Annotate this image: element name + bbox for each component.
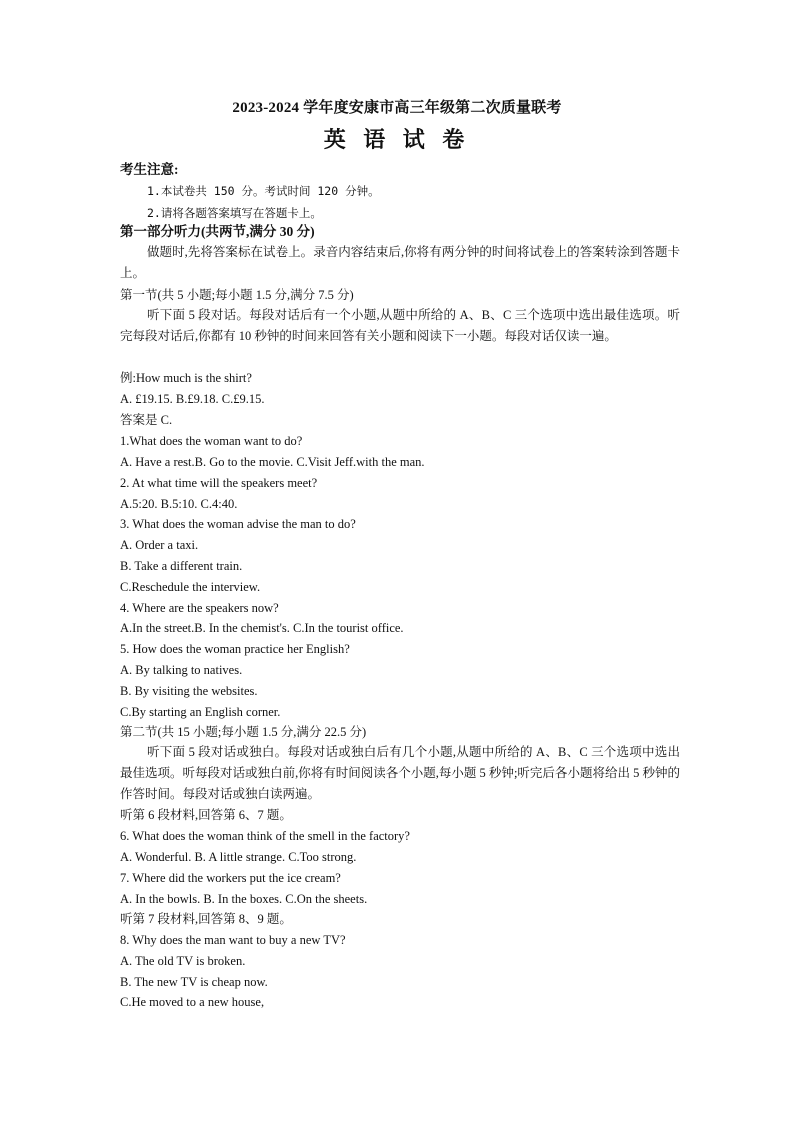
question-4: 4. Where are the speakers now? <box>120 601 279 615</box>
question-5-option-a: A. By talking to natives. <box>120 663 243 677</box>
notice-item-2: 2.请将各题答案填写在答题卡上。 <box>147 206 322 220</box>
subject-title: 英 语 试 卷 <box>323 127 471 152</box>
material-7-heading: 听第 7 段材料,回答第 8、9 题。 <box>120 912 292 926</box>
question-2-options: A.5:20. B.5:10. C.4:40. <box>120 497 238 511</box>
section2-heading: 第二节(共 15 小题;每小题 1.5 分,满分 22.5 分) <box>120 725 367 739</box>
section1-instruction: 听下面 5 段对话。每段对话后有一个小题,从题中所给的 A、B、C 三个选项中选出最佳选项。听完每段对话后,你都有 10 秒钟的时间来回答有关小题和阅读下一小题。每段对话仅读一遍。 <box>120 308 680 343</box>
question-7: 7. Where did the workers put the ice cream? <box>120 871 341 885</box>
part1-heading: 第一部分听力(共两节,满分 30 分) <box>120 224 315 239</box>
question-3-option-c: C.Reschedule the interview. <box>120 580 261 594</box>
part1-instruction: 做题时,先将答案标在试卷上。录音内容结束后,你将有两分钟的时间将试卷上的答案转涂到答题卡上。 <box>120 245 680 280</box>
exam-title: 2023-2024 学年度安康市高三年级第二次质量联考 <box>232 100 562 116</box>
question-5-option-b: B. By visiting the websites. <box>120 684 258 698</box>
question-6-options: A. Wonderful. B. A little strange. C.Too strong. <box>120 850 357 864</box>
notice-item-1: 1.本试卷共 150 分。考试时间 120 分钟。 <box>147 184 380 198</box>
question-8-option-c: C.He moved to a new house, <box>120 995 265 1009</box>
material-6-heading: 听第 6 段材料,回答第 6、7 题。 <box>120 808 292 822</box>
question-5: 5. How does the woman practice her English? <box>120 642 350 656</box>
section1-heading: 第一节(共 5 小题;每小题 1.5 分,满分 7.5 分) <box>120 288 354 302</box>
section2-instruction: 听下面 5 段对话或独白。每段对话或独白后有几个小题,从题中所给的 A、B、C 三个选项中选出最佳选项。听每段对话或独白前,你将有时间阅读各个小题,每小题 5 秒钟;听完后各小题将给出 5 秒钟的作答时间。每段对话或独白读两遍。 <box>120 745 680 801</box>
question-3-option-a: A. Order a taxi. <box>120 538 199 552</box>
example-answer: 答案是 C. <box>120 413 173 427</box>
question-8-option-a: A. The old TV is broken. <box>120 954 246 968</box>
question-1: 1.What does the woman want to do? <box>120 434 303 448</box>
question-2: 2. At what time will the speakers meet? <box>120 476 318 490</box>
question-4-options: A.In the street.B. In the chemist's. C.In the tourist office. <box>120 621 404 635</box>
question-3: 3. What does the woman advise the man to do? <box>120 517 356 531</box>
question-1-options: A. Have a rest.B. Go to the movie. C.Visit Jeff.with the man. <box>120 455 425 469</box>
question-7-options: A. In the bowls. B. In the boxes. C.On the sheets. <box>120 892 368 906</box>
example-options: A. £19.15. B.£9.18. C.£9.15. <box>120 392 265 406</box>
notice-heading: 考生注意: <box>120 162 179 177</box>
question-5-option-c: C.By starting an English corner. <box>120 705 281 719</box>
question-6: 6. What does the woman think of the smell in the factory? <box>120 829 410 843</box>
question-3-option-b: B. Take a different train. <box>120 559 243 573</box>
question-8: 8. Why does the man want to buy a new TV? <box>120 933 346 947</box>
question-8-option-b: B. The new TV is cheap now. <box>120 975 268 989</box>
example-question: 例:How much is the shirt? <box>120 371 252 385</box>
